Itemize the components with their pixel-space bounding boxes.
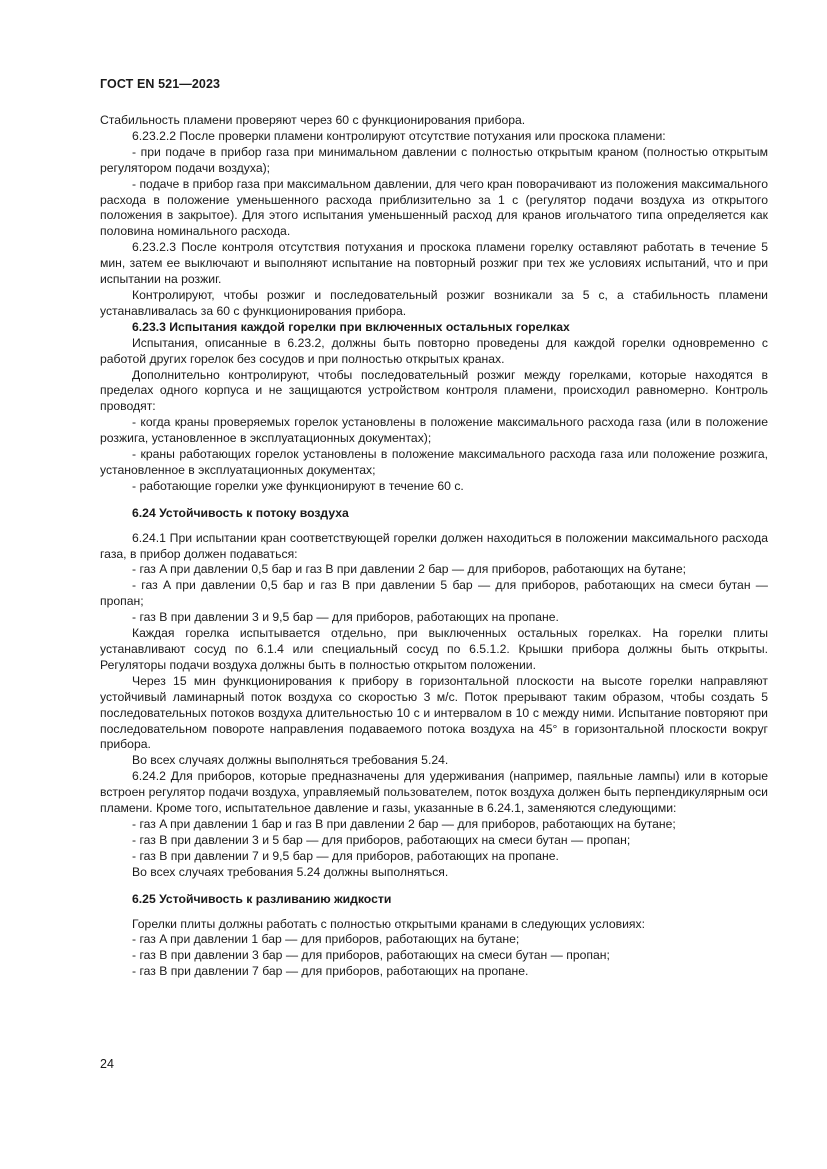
- paragraph: Через 15 мин функционирования к прибору в горизонтальной плоскости на высоте горелки направляют устойчивый ламинарный поток воздуха со скоростью 3 м/с. Поток прерывают таким образом, чтобы создать 5 последовательных потоков воздуха длительностью 10 с и интервалом в 10 с между ними. Испытание повторяют при последовательном повороте направления подаваемого потока воздуха на 45° в горизонтальной плоскости вокруг прибора.: [100, 673, 768, 752]
- paragraph: 6.24.2 Для приборов, которые предназначены для удерживания (например, паяльные лампы) или в которые встроен регулятор подачи воздуха, управляемый пользователем, поток воздуха должен быть перпендикулярным оси пламени. Кроме того, испытательное давление и газы, указанные в 6.24.1, заменяются следующими:: [100, 769, 768, 816]
- paragraph: 6.23.2.3 После контроля отсутствия потухания и проскока пламени горелку оставляют работать в течение 5 мин, затем ее выключают и выполняют испытание на повторный розжиг при тех же условиях испытаний, что и при испытании на розжиг.: [100, 240, 768, 287]
- list-item: - при подаче в прибор газа при минимальном давлении с полностью открытым краном (полностью открытым регулятором подачи воздуха);: [100, 144, 768, 175]
- list-item: - газ B при давлении 3 и 9,5 бар — для приборов, работающих на пропане.: [132, 610, 559, 625]
- paragraph: Дополнительно контролируют, чтобы последовательный розжиг между горелками, которые находятся в пределах одного корпуса и не защищаются устройством контроля пламени, происходил равномерно. Контроль проводят:: [100, 367, 768, 414]
- paragraph: Во всех случаях должны выполняться требования 5.24.: [132, 753, 449, 768]
- paragraph: Контролируют, чтобы розжиг и последовательный розжиг возникали за 5 с, а стабильность пламени устанавливалась за 60 с функционирования прибора.: [100, 287, 768, 318]
- list-item: - газ B при давлении 7 и 9,5 бар — для приборов, работающих на пропане.: [132, 848, 559, 863]
- paragraph: Испытания, описанные в 6.23.2, должны быть повторно проведены для каждой горелки одновременно с работой других горелок без сосудов и при полностью открытых кранах.: [100, 335, 768, 366]
- list-item: - газ B при давлении 7 бар — для приборов, работающих на пропане.: [132, 964, 529, 979]
- section-heading: 6.24 Устойчивость к потоку воздуха: [132, 505, 349, 520]
- list-item: - подаче в прибор газа при максимальном давлении, для чего кран поворачивают из положения максимального расхода в положение уменьшенного расхода приблизительно за 1 с (регулятор подачи воздуха из открытого положения в закрытое). Для этого испытания уменьшенный расход для кранов игольчатого типа определяется как половина номинального расхода.: [100, 176, 768, 239]
- list-item: - газ B при давлении 3 бар — для приборов, работающих на смеси бутан — пропан;: [132, 948, 610, 963]
- section-heading: 6.25 Устойчивость к разливанию жидкости: [132, 891, 392, 906]
- section-heading: 6.23.3 Испытания каждой горелки при включенных остальных горелках: [132, 319, 570, 334]
- paragraph: Горелки плиты должны работать с полностью открытыми кранами в следующих условиях:: [132, 916, 645, 931]
- paragraph: 6.24.1 При испытании кран соответствующей горелки должен находиться в положении максимального расхода газа, в прибор должен подаваться:: [100, 530, 768, 561]
- list-item: - газ B при давлении 3 и 5 бар — для приборов, работающих на смеси бутан — пропан;: [132, 832, 631, 847]
- paragraph: Стабильность пламени проверяют через 60 с функционирования прибора.: [100, 113, 526, 127]
- list-item: - газ A при давлении 1 бар — для приборов, работающих на бутане;: [132, 932, 520, 947]
- list-item: - газ A при давлении 1 бар и газ B при давлении 2 бар — для приборов, работающих на бутане;: [132, 816, 676, 831]
- list-item: - газ A при давлении 0,5 бар и газ B при давлении 2 бар — для приборов, работающих на бутане;: [132, 562, 686, 577]
- paragraph: Во всех случаях требования 5.24 должны выполняться.: [132, 864, 449, 879]
- list-item: - работающие горелки уже функционируют в течение 60 с.: [132, 478, 464, 493]
- list-item: - краны работающих горелок установлены в положение максимального расхода газа или положение розжига, установленное в эксплуатационных документах;: [100, 447, 768, 477]
- list-item: - когда краны проверяемых горелок установлены в положение максимального расхода газа (или в положение розжига, установленное в эксплуатационных документах);: [100, 415, 768, 446]
- paragraph: Каждая горелка испытывается отдельно, при выключенных остальных горелках. На горелки плиты устанавливают сосуд по 6.1.4 или специальный сосуд по 6.5.1.2. Крышки прибора должны быть открыты. Регуляторы подачи воздуха должны быть в полностью открытом положении.: [100, 626, 768, 672]
- list-item: - газ A при давлении 0,5 бар и газ B при давлении 5 бар — для приборов, работающих на смеси бутан — пропан;: [100, 578, 768, 609]
- paragraph: 6.23.2.2 После проверки пламени контролируют отсутствие потухания или проскока пламени:: [132, 128, 666, 143]
- page-number: 24: [100, 1057, 114, 1071]
- document-body: [100, 113, 768, 980]
- document-header: ГОСТ EN 521—2023: [100, 77, 221, 91]
